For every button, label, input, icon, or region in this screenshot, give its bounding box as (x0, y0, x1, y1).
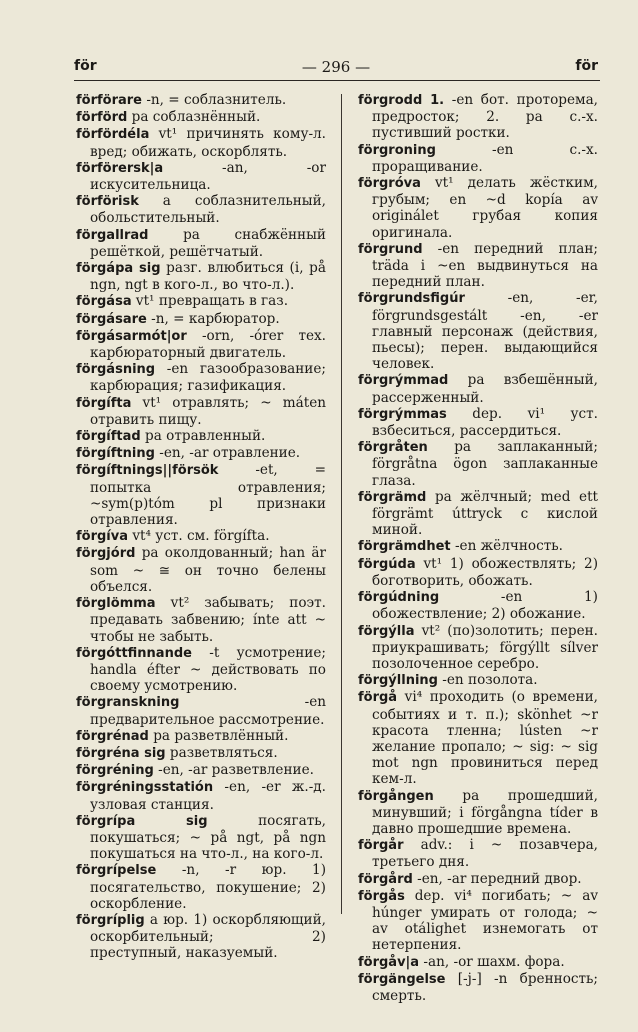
dictionary-entry (358, 290, 598, 372)
dictionary-entry (76, 428, 326, 445)
entry-headword: förgúda (358, 556, 416, 572)
entry-definition: vt⁴ уст. см. förgífta. (128, 528, 270, 545)
header-right-guide-word: för (575, 58, 598, 74)
entry-headword: förgréna sig (76, 745, 166, 761)
entry-definition: pa соблазнённый. (127, 109, 261, 126)
entry-headword: förförisk (76, 194, 139, 210)
entry-definition: pa отравленный. (140, 428, 266, 445)
entry-headword: förgallrad (76, 227, 149, 243)
entry-definition: -en, -er, förgrundsgestált -en, -er главный персонаж (действия, пьесы); перен. выдающийся человек. (372, 290, 598, 373)
entry-definition: -en, -ar отравление. (154, 445, 301, 462)
entry-definition: dep. vi⁴ погибать; ~ av húnger умирать от голода; ~ av otálighet изнемогать от нетерпения. (372, 887, 598, 954)
dictionary-entry (76, 126, 326, 159)
entry-definition: -en предварительное рассмотрение. (90, 694, 326, 728)
dictionary-entry (358, 971, 598, 1004)
entry-headword: förgår (358, 838, 404, 854)
entry-headword: förgås (358, 888, 405, 904)
entry-definition: -en, -ar разветвление. (153, 762, 314, 779)
entry-headword: förgríplig (76, 912, 145, 928)
dictionary-entry (76, 595, 326, 645)
entry-headword: förgíftad (76, 429, 141, 445)
entry-definition: -n, -r юр. 1) посягательство, покушение; 2) оскорбление. (90, 862, 326, 912)
dictionary-entry (358, 672, 598, 689)
entry-definition: dep. vi¹ уст. взбеситься, рассердиться. (372, 405, 598, 440)
dictionary-entry (358, 142, 598, 175)
left-column (76, 92, 326, 962)
entry-definition: vt¹ причинять кому-л. вред; обижать, оскорблять. (90, 126, 326, 160)
entry-headword: förgréning (76, 763, 154, 779)
dictionary-entry (358, 837, 598, 870)
entry-definition: adv.: i ~ позавчера, третьего дня. (372, 837, 598, 871)
dictionary-entry (358, 241, 598, 291)
entry-headword: förgroning (358, 142, 436, 158)
entry-headword: förgrýmmas (358, 406, 447, 422)
entry-headword: förgápa sig (76, 261, 161, 277)
entry-definition: a юр. 1) оскорбляющий, оскорбительный; 2) преступный, наказуемый. (90, 911, 326, 962)
dictionary-entry (76, 728, 326, 745)
entry-headword: förgången (358, 788, 434, 804)
dictionary-entry (76, 645, 326, 695)
entry-headword: förgrämdhet (358, 539, 451, 555)
entry-headword: förgrund (358, 241, 423, 257)
entry-headword: förgásare (76, 311, 147, 327)
entry-headword: förgrénad (76, 728, 149, 744)
entry-definition: pa околдованный; han är som ~ ≅ он точно белены объелся. (90, 545, 326, 595)
entry-definition: -en передний план; träda i ~en выдвинуться на передний план. (372, 240, 598, 291)
entry-headword: förgråten (358, 440, 428, 456)
header-rule (74, 80, 600, 81)
entry-headword: förgjórd (76, 546, 136, 562)
dictionary-entry (358, 489, 598, 539)
entry-headword: förgýlla (358, 623, 415, 639)
entry-definition: pa взбешённый, рассерженный. (372, 372, 598, 406)
entry-headword: förgrípa sig (76, 813, 208, 829)
entry-headword: förförd (76, 110, 128, 126)
dictionary-entry (76, 361, 326, 394)
entry-definition: -en газообразование; карбюрация; газификация. (90, 361, 326, 395)
entry-definition: pa прошедший, минувший; i förgångna tíder в давно прошедшие времена. (372, 787, 598, 837)
entry-headword: förgásarmót|or (76, 328, 187, 344)
entry-headword: förgíva (76, 529, 129, 545)
dictionary-entry (76, 160, 326, 193)
entry-definition: -en, -er ж.-д. узловая станция. (90, 779, 326, 813)
entry-headword: förgrýmmad (358, 373, 449, 389)
dictionary-entry (76, 395, 326, 428)
dictionary-entry (358, 788, 598, 838)
entry-definition: -n, = карбюратор. (146, 310, 280, 327)
entry-definition: -an, -or шахм. фора. (419, 953, 565, 970)
entry-headword: förgrundsfigúr (358, 291, 465, 307)
entry-headword: förgård (358, 871, 413, 887)
right-column (358, 92, 598, 1004)
entry-definition: разветвляться. (165, 744, 278, 761)
dictionary-entry (76, 445, 326, 462)
entry-definition: pa снабжённый решёткой, решётчатый. (90, 226, 326, 260)
entry-headword: förgå (358, 690, 398, 706)
dictionary-entry (76, 109, 326, 126)
entry-definition: -en 1) обожествление; 2) обожание. (372, 589, 598, 623)
entry-definition: vt² (по)золотить; перен. приукрашивать; förgýllt sílver позолоченное серебро. (372, 622, 598, 672)
dictionary-entry (76, 260, 326, 293)
entry-definition: vt¹ отравлять; ~ máten отравить пищу. (90, 394, 326, 428)
entry-definition: -en бот. проторема, предросток; 2. pa с.-х. пустивший ростки. (372, 92, 598, 142)
entry-headword: förgrípelse (76, 863, 157, 879)
entry-definition: vt¹ превращать в газ. (131, 293, 289, 310)
page-header (74, 58, 598, 80)
entry-definition: -en, -ar передний двор. (412, 870, 582, 887)
entry-definition: pa жёлчный; med ett förgrämt úttryck с кислой миной. (372, 488, 598, 539)
dictionary-entry (358, 372, 598, 405)
entry-definition: pa разветвлённый. (148, 727, 289, 744)
entry-headword: förgýllning (358, 673, 438, 689)
dictionary-entry (76, 92, 326, 109)
entry-definition: [-j-] -n бренность; смерть. (372, 970, 598, 1004)
dictionary-entry (358, 556, 598, 589)
dictionary-entry (76, 745, 326, 762)
entry-definition: разг. влюбиться (i, på ngn, ngt в кого-л., во что-л.). (90, 260, 326, 294)
entry-headword: förgíftnings||försök (76, 463, 219, 479)
entry-headword: förgífta (76, 395, 132, 411)
entry-headword: förglömma (76, 596, 156, 612)
entry-headword: förgúdning (358, 590, 440, 606)
entry-headword: förgóttfinnande (76, 645, 192, 661)
dictionary-entry (358, 871, 598, 888)
dictionary-entry (358, 954, 598, 971)
entry-headword: förgásning (76, 362, 156, 378)
dictionary-entry (358, 888, 598, 954)
entry-definition: посягать, покушаться; ~ på ngt, på ngn покушаться на что-л., на кого-л. (90, 812, 326, 863)
entry-definition: -t усмотрение; handla éfter ~ действовать по своему усмотрению. (90, 644, 326, 695)
entry-headword: förgåv|a (358, 954, 420, 970)
column-divider (341, 94, 342, 914)
entry-headword: förgrämd (358, 489, 427, 505)
dictionary-entry (358, 589, 598, 622)
dictionary-entry (76, 779, 326, 812)
entry-headword: förförare (76, 93, 142, 108)
dictionary-entry (76, 462, 326, 528)
entry-definition: -orn, -órer тех. карбюраторный двигатель. (90, 327, 326, 362)
entry-headword: förgängelse (358, 971, 446, 987)
entry-headword: förfördéla (76, 127, 150, 143)
dictionary-entry (76, 862, 326, 912)
dictionary-entry (358, 406, 598, 439)
entry-headword: förförersk|a (76, 160, 164, 176)
entry-headword: förgrodd 1. (358, 93, 445, 108)
entry-definition: -an, -or искусительница. (90, 159, 326, 194)
dictionary-entry (76, 311, 326, 328)
entry-definition: -n, = соблазнитель. (142, 92, 287, 108)
dictionary-entry (76, 193, 326, 226)
entry-headword: förgréningsstatión (76, 780, 214, 796)
entry-definition: -et, = попытка отравления; ~sym(p)tóm pl признаки отравления. (90, 462, 326, 529)
dictionary-entry (76, 528, 326, 545)
entry-definition: vt¹ делать жёстким, грубым; en ~d kopía av originálet грубая копия оригинала. (372, 175, 598, 241)
entry-headword: förgróva (358, 176, 421, 192)
dictionary-entry (76, 293, 326, 310)
dictionary-entry (76, 328, 326, 361)
dictionary-entry (76, 545, 326, 595)
entry-definition: a соблазнительный, обольстительный. (90, 193, 326, 227)
dictionary-entry (358, 623, 598, 673)
entry-headword: förgranskning (76, 695, 180, 711)
dictionary-entry (76, 912, 326, 962)
page-number: — 296 — (301, 58, 371, 76)
entry-definition: -en жёлчность. (450, 538, 563, 555)
entry-definition: vt² забывать; поэт. предавать забвению; ínte att ~ чтобы не забыть. (90, 595, 326, 645)
entry-headword: förgíftning (76, 446, 155, 462)
entry-definition: vt¹ 1) обожествлять; 2) боготворить, обожать. (372, 555, 598, 589)
entry-definition: -en позолота. (437, 672, 538, 689)
dictionary-entry (358, 92, 598, 142)
dictionary-entry (358, 439, 598, 489)
dictionary-entry (76, 813, 326, 863)
entry-definition: pa заплаканный; förgråtna ögon заплаканные глаза. (372, 439, 598, 489)
dictionary-entry (358, 689, 598, 787)
entry-definition: -en с.-х. проращивание. (372, 141, 598, 175)
entry-definition: vi⁴ проходить (о времени, событиях и т. п.); skönhet ~r красота тленна; lústen ~r желание пропало; ~ sig: ~ sig mot ngn провиниться перед кем-л. (372, 689, 598, 788)
entry-headword: förgása (76, 294, 132, 310)
dictionary-entry (358, 538, 598, 555)
dictionary-entry (358, 175, 598, 241)
dictionary-entry (76, 762, 326, 779)
dictionary-entry (76, 694, 326, 727)
dictionary-entry (76, 227, 326, 260)
header-left-guide-word: för (74, 58, 97, 74)
